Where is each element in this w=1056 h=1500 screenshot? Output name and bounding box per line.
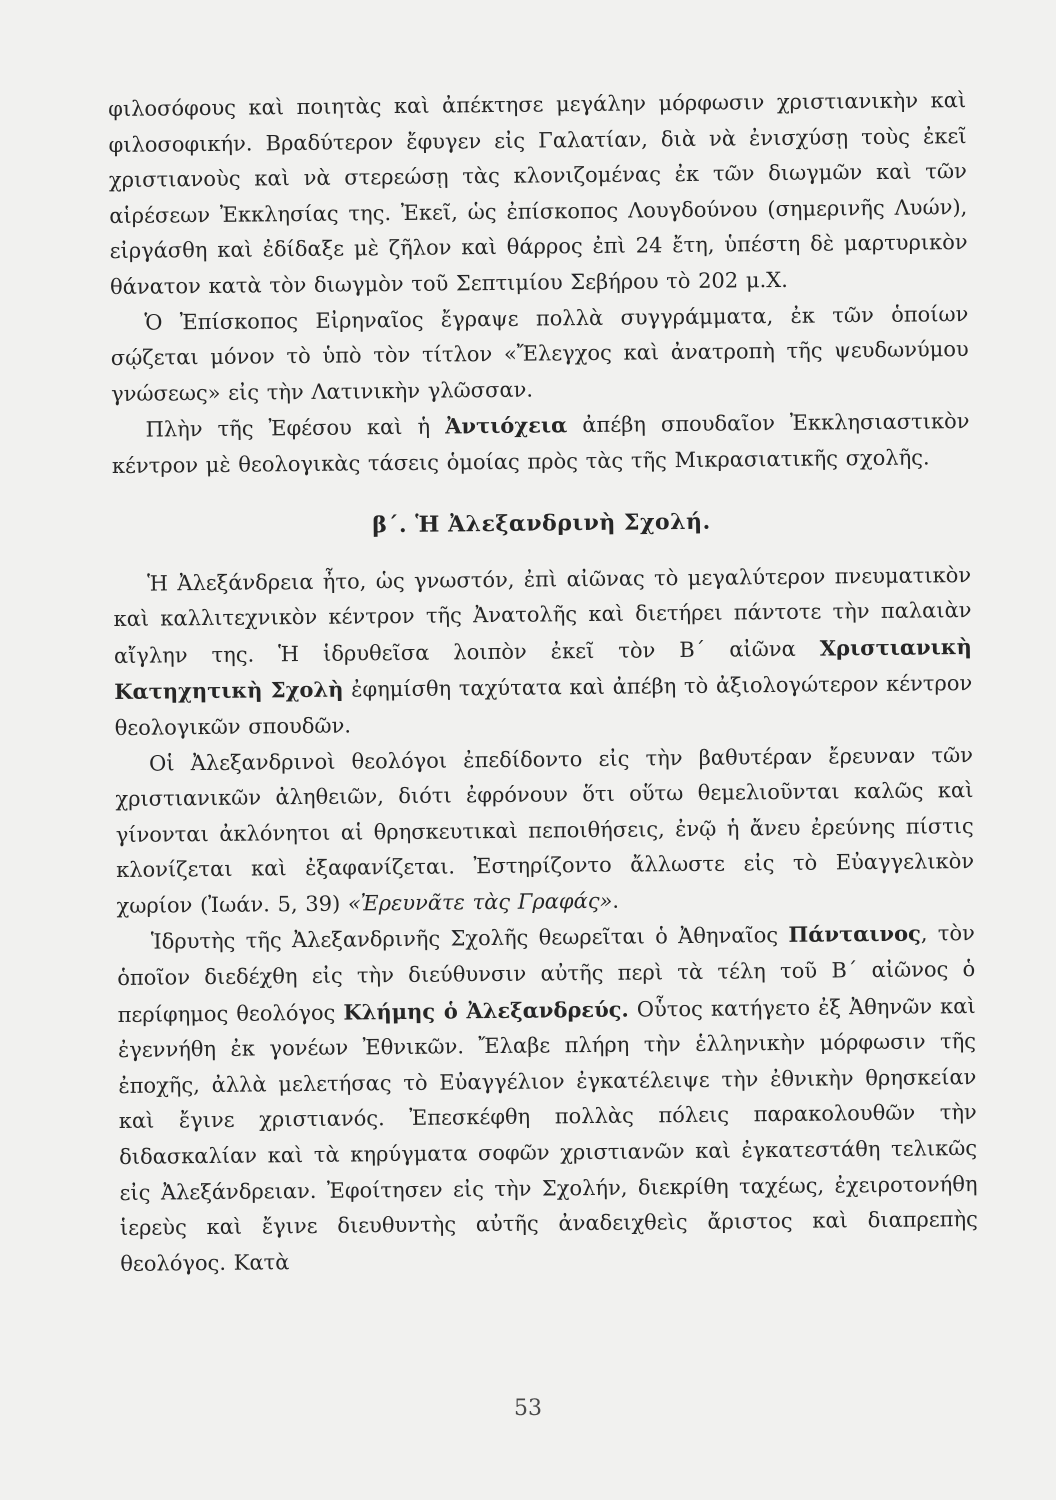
alexandria-text-after: ἐφημίσθη ταχύτατα καὶ ἀπέβη τὸ ἀξιολογώτερον κέντρον θεολογικῶν σπουδῶν.: [114, 671, 973, 740]
page-body: [108, 83, 978, 1282]
founder-text-1: Ἱδρυτὴς τῆς Ἀλεξανδρινῆς Σχολῆς θεωρεῖται ὁ Ἀθηναῖος: [150, 923, 789, 955]
alexandria-bold-term: Χριστιανικὴ Κατηχητικὴ Σχολὴ: [114, 633, 972, 705]
paragraph-irenaeus-writings: Ὁ Ἐπίσκοπος Εἰρηναῖος ἔγραψε πολλὰ συγγράμματα, ἐκ τῶν ὁποίων σῴζεται μόνον τὸ ὑπὸ τὸν τίτλον «Ἔλεγχος καὶ ἀνατροπὴ τῆς ψευδωνύμου γνώσεως» εἰς τὴν Λατινικὴν γλῶσσαν.: [110, 301, 969, 406]
founder-text-2: , τὸν ὁποῖον διεδέχθη εἰς τὴν διεύθυνσιν αὐτῆς περὶ τὰ τέλη τοῦ Β΄ αἰῶνος ὁ περίφημος θεολόγος: [117, 921, 976, 1027]
antioch-text-before: Πλὴν τῆς Ἐφέσου καὶ ἡ: [145, 414, 446, 442]
paragraph-theologians: [115, 737, 975, 924]
paragraph-alexandria: [113, 558, 973, 747]
paragraph-founder: [117, 915, 979, 1282]
antioch-text-after: ἀπέβη σπουδαῖον Ἐκκλησιαστικὸν κέντρον μὲ θεολογικὰς τάσεις ὁμοίας πρὸς τὰς τῆς Μικρασιατικῆς σχολῆς.: [111, 409, 970, 478]
theologians-end: .: [612, 888, 620, 913]
theologians-quote: «Ἐρευνᾶτε τὰς Γραφάς»: [347, 888, 613, 916]
founder-text-3: Οὗτος κατήγετο ἐξ Ἀθηνῶν καὶ ἐγεννήθη ἐκ γονέων Ἐθνικῶν. Ἔλαβε πλήρη τὴν ἑλληνικὴν μόρφωσιν τῆς ἐποχῆς, ἀλλὰ μελετήσας τὸ Εὐαγγέλιον ἐγκατέλειψε τὴν ἐθνικὴν θρησκείαν καὶ ἔγινε χριστιανός. Ἐπεσκέφθη πολλὰς πόλεις παρακολουθῶν τὴν διδασκαλίαν καὶ τὰ κηρύγματα σοφῶν χριστιανῶν καὶ ἐγκατεστάθη τελικῶς εἰς Ἀλεξάνδρειαν. Ἐφοίτησεν εἰς τὴν Σχολήν, διεκρίθη ταχέως, ἐχειροτονήθη ἱερεὺς καὶ ἔγινε διευθυντὴς αὐτῆς ἀναδειχθεὶς ἄριστος καὶ διαπρεπὴς θεολόγος. Κατὰ: [117, 993, 978, 1276]
theologians-text: Οἱ Ἀλεξανδρινοὶ θεολόγοι ἐπεδίδοντο εἰς τὴν βαθυτέραν ἔρευναν τῶν χριστιανικῶν ἀληθειῶν, διότι ἐφρόνουν ὅτι οὕτω θεμελιοῦνται καλῶς καὶ γίνονται ἀκλόνητοι αἱ θρησκευτικαὶ πεποιθήσεις, ἐνῷ ἡ ἄνευ ἐρεύνης πίστις κλονίζεται καὶ ἐξαφανίζεται. Ἐστηρίζοντο ἄλλωστε εἰς τὸ Εὐαγγελικὸν χωρίον (Ἰωάν. 5, 39): [115, 742, 975, 918]
paragraph-irenaeus-life: φιλοσόφους καὶ ποιητὰς καὶ ἀπέκτησε μεγάλην μόρφωσιν χριστιανικὴν καὶ φιλοσοφικήν. Βραδύτερον ἔφυγεν εἰς Γαλατίαν, διὰ νὰ ἐνισχύσῃ τοὺς ἐκεῖ χριστιανοὺς καὶ νὰ στερεώσῃ τὰς κλονιζομένας ἐκ τῶν διωγμῶν καὶ τῶν αἱρέσεων Ἐκκλησίας της. Ἐκεῖ, ὡς ἐπίσκοπος Λουγδούνου (σημερινῆς Λυών), εἰργάσθη καὶ ἐδίδαξε μὲ ζῆλον καὶ θάρρος ἐπὶ 24 ἔτη, ὑπέστη δὲ μαρτυρικὸν θάνατον κατὰ τὸν διωγμὸν τοῦ Σεπτιμίου Σεβήρου τὸ 202 μ.Χ.: [108, 88, 968, 299]
antioch-bold-term: Ἀντιόχεια: [445, 412, 568, 439]
alexandria-text-before: Ἡ Ἀλεξάνδρεια ἦτο, ὡς γνωστόν, ἐπὶ αἰῶνας τὸ μεγαλύτερον πνευματικὸν καὶ καλλιτεχνικὸν κέντρον τῆς Ἀνατολῆς καὶ διετήρει πάντοτε τὴν παλαιὰν αἴγλην της. Ἡ ἱδρυθεῖσα λοιπὸν ἐκεῖ τὸν Β΄ αἰῶνα: [113, 562, 972, 668]
founder-bold-clement: Κλήμης ὁ Ἀλεξανδρεύς.: [343, 996, 629, 1025]
paragraph-antioch: [111, 403, 970, 484]
section-heading: β΄. Ἡ Ἀλεξανδρινὴ Σχολή.: [372, 508, 711, 538]
founder-bold-pantaenus: Πάνταινος: [788, 921, 921, 948]
page-number: 53: [514, 1396, 542, 1421]
